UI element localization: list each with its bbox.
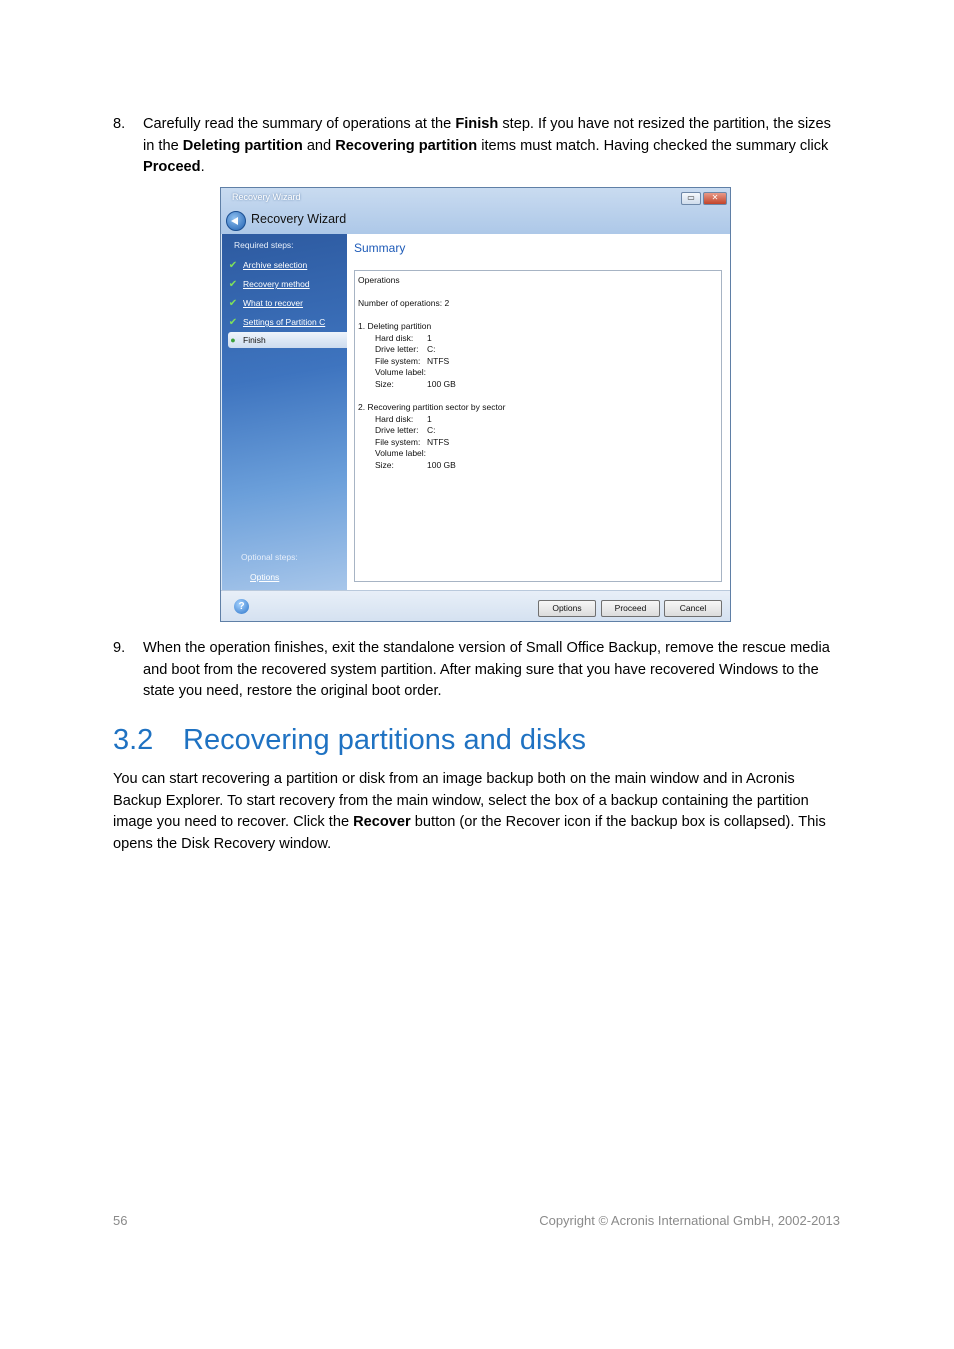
check-icon: ✔ — [228, 278, 238, 290]
summary-box — [354, 270, 722, 582]
op2-drive-letter-value: C: — [427, 425, 436, 435]
window-caption: Recovery Wizard — [232, 192, 301, 202]
op2-size-value: 100 GB — [427, 460, 456, 470]
check-icon: ✔ — [228, 316, 238, 328]
required-steps-header: Required steps: — [234, 240, 294, 250]
title-bar — [221, 188, 730, 234]
check-icon: ✔ — [228, 297, 238, 309]
step-recovery-method[interactable] — [228, 276, 347, 292]
op2-hard-disk-key: Hard disk: — [375, 414, 414, 424]
wizard-sidebar — [222, 234, 347, 590]
step-label: Settings of Partition C — [243, 317, 326, 327]
op2-hard-disk-value: 1 — [427, 414, 432, 424]
window-controls — [681, 192, 727, 205]
op1-file-system-key: File system: — [375, 356, 421, 366]
step-settings-partition-c[interactable] — [228, 314, 347, 330]
op1-drive-letter-key: Drive letter: — [375, 344, 419, 354]
close-button[interactable]: ✕ — [703, 192, 727, 205]
options-button[interactable]: Options — [538, 600, 596, 617]
maximize-button[interactable]: ▭ — [681, 192, 701, 205]
step-label: Finish — [243, 335, 266, 345]
op1-file-system-value: NTFS — [427, 356, 450, 366]
step-label: Recovery method — [243, 279, 310, 289]
step-number: 9. — [113, 640, 126, 656]
back-arrow-icon[interactable] — [226, 211, 246, 231]
button-bar — [221, 590, 730, 622]
op2-file-system-value: NTFS — [427, 437, 450, 447]
optional-steps-header: Optional steps: — [241, 552, 298, 562]
options-link[interactable]: Options — [250, 572, 280, 582]
help-icon[interactable]: ? — [234, 599, 249, 614]
current-step-icon: ● — [230, 335, 236, 345]
proceed-button[interactable]: Proceed — [601, 600, 660, 617]
op2-drive-letter-key: Drive letter: — [375, 425, 419, 435]
step-finish[interactable] — [228, 332, 347, 348]
section-title: Recovering partitions and disks — [183, 724, 586, 756]
operation-1-title: 1. Deleting partition — [358, 321, 432, 331]
step-archive-selection[interactable] — [228, 257, 347, 273]
op1-volume-label-key: Volume label: — [375, 367, 427, 377]
wizard-title: Recovery Wizard — [251, 212, 347, 226]
section-body: You can start recovering a partition or disk from an image backup both on the main window and in Acronis Backup Explorer. To start recovery from the main window, select the box of a backup containing the partition image you need to recover. Click the Recover button (or the Recover icon if the backup box is collapsed). This opens the Disk Recovery window. — [113, 771, 826, 852]
recovery-wizard-window — [220, 187, 731, 622]
summary-panel — [347, 234, 730, 590]
op2-file-system-key: File system: — [375, 437, 421, 447]
step-8-text: Carefully read the summary of operations at the Finish step. If you have not resized the partition, the sizes in the Deleting partition and Recovering partition items must match. Having checked the summary click Proceed. — [143, 116, 831, 175]
op1-hard-disk-value: 1 — [427, 333, 432, 343]
step-number: 8. — [113, 116, 126, 132]
step-9-text: When the operation finishes, exit the standalone version of Small Office Backup, remove the rescue media and boot from the recovered system partition. After making sure that you have recovered Windows to the state you need, restore the original boot order. — [143, 640, 830, 699]
copyright: Copyright © Acronis International GmbH, 2002-2013 — [539, 1213, 840, 1228]
op1-hard-disk-key: Hard disk: — [375, 333, 414, 343]
operations-label: Operations — [358, 275, 400, 285]
operation-2-title: 2. Recovering partition sector by sector — [358, 402, 506, 412]
step-what-to-recover[interactable] — [228, 295, 347, 311]
check-icon: ✔ — [228, 259, 238, 271]
op1-size-key: Size: — [375, 379, 394, 389]
page-number: 56 — [113, 1213, 128, 1228]
op2-volume-label-key: Volume label: — [375, 448, 427, 458]
section-number: 3.2 — [113, 724, 154, 756]
step-label: Archive selection — [243, 260, 308, 270]
operations-count: Number of operations: 2 — [358, 298, 450, 308]
cancel-button[interactable]: Cancel — [664, 600, 722, 617]
op1-drive-letter-value: C: — [427, 344, 436, 354]
summary-title: Summary — [354, 241, 406, 255]
op1-size-value: 100 GB — [427, 379, 456, 389]
op2-size-key: Size: — [375, 460, 394, 470]
step-label: What to recover — [243, 298, 303, 308]
